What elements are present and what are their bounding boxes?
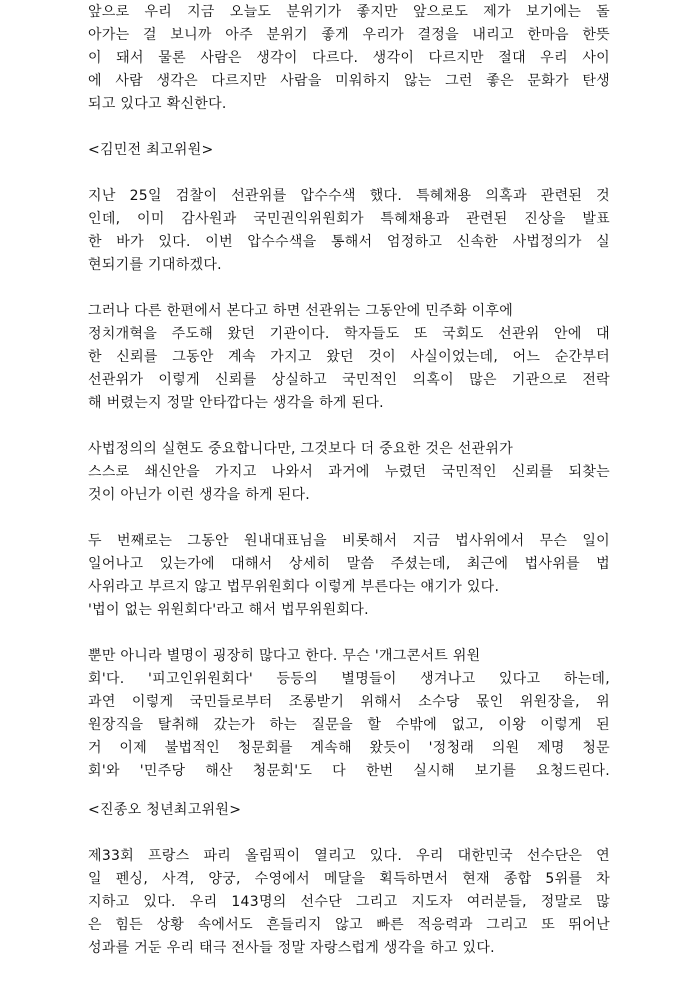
text-line: 해 버렸는지 정말 안타깝다는 생각을 하게 된다. (88, 395, 384, 411)
text-line: 되고 있다고 확신한다. (88, 96, 227, 112)
paragraph (88, 438, 610, 507)
text-line: 지난 25일 검찰이 선관위를 압수수색 했다. 특혜채용 의혹과 관련된 것 (88, 188, 610, 204)
text-line: 은 힘든 상황 속에서도 흔들리지 않고 빠른 적응력과 그리고 또 뛰어난 (88, 917, 610, 933)
text-line: 사위라고 부르지 않고 법무위원회다 이렇게 부른다는 얘기가 있다. (88, 579, 500, 595)
text-line: 뿐만 아니라 별명이 굉장히 많다고 한다. 무슨 '개그콘서트 위원 (88, 648, 481, 664)
text-line: 일 펜싱, 사격, 양궁, 수영에서 메달을 획득하면서 현재 종합 5위를 차 (88, 871, 610, 887)
text-line: 거 이제 불법적인 청문회를 계속해 왔듯이 '정청래 의원 제명 청문 (88, 740, 610, 756)
text-line: 정치개혁을 주도해 왔던 기관이다. 학자들도 또 국회도 선관위 안에 대 (88, 326, 610, 342)
text-line: 성과를 거둔 우리 태극 전사들 정말 자랑스럽게 생각을 하고 있다. (88, 940, 495, 956)
text-line: 그러나 다른 한편에서 본다고 하면 선관위는 그동안에 민주화 이후에 (88, 303, 514, 319)
paragraph (88, 645, 610, 783)
text-line: 제33회 프랑스 파리 올림픽이 열리고 있다. 우리 대한민국 선수단은 연 (88, 848, 610, 864)
text-line: 앞으로 우리 지금 오늘도 분위기가 좋지만 앞으로도 제가 보기에는 돌 (88, 4, 610, 20)
document-page (88, 0, 610, 960)
paragraph (88, 185, 610, 277)
text-line: 원장직을 탈취해 갔는가 하는 질문을 할 수밖에 없고, 이왕 이렇게 된 (88, 717, 610, 733)
speaker-heading: <진종오 청년최고위원> (88, 802, 242, 818)
text-line: 지하고 있다. 우리 143명의 선수단 그리고 지도자 여러분들, 정말로 많 (88, 894, 610, 910)
text-line: 이 돼서 물론 사람은 생각이 다르다. 생각이 다르지만 절대 우리 사이 (88, 50, 610, 66)
text-line: 사법정의의 실현도 중요합니다만, 그것보다 더 중요한 것은 선관위가 (88, 441, 514, 457)
text-line: 스스로 쇄신안을 가지고 나와서 과거에 누렸던 국민적인 신뢰를 되찾는 (88, 464, 610, 480)
text-line: 인데, 이미 감사원과 국민권익위원회가 특혜채용과 관련된 진상을 발표 (88, 211, 610, 227)
text-line: 현되기를 기대하겠다. (88, 257, 222, 273)
text-line: 회'다. '피고인위원회다' 등등의 별명들이 생겨나고 있다고 하는데, (88, 671, 610, 687)
text-line: 아가는 걸 보니까 아주 분위기 좋게 우리가 결정을 내리고 한마음 한뜻 (88, 27, 610, 43)
text-line: 것이 아닌가 이런 생각을 하게 된다. (88, 487, 311, 503)
text-line: 일어나고 있는가에 대해서 상세히 말씀 주셨는데, 최근에 법사위를 법 (88, 556, 610, 572)
paragraph (88, 1, 610, 116)
text-line: 에 사람 생각은 다르지만 사람을 미워하지 않는 그런 좋은 문화가 탄생 (88, 73, 610, 89)
text-line: 선관위가 이렇게 신뢰를 상실하고 국민적인 의혹이 많은 기관으로 전락 (88, 372, 610, 388)
paragraph (88, 530, 610, 622)
text-line: 한 바가 있다. 이번 압수수색을 통해서 엄정하고 신속한 사법정의가 실 (88, 234, 610, 250)
paragraph (88, 845, 610, 960)
paragraph (88, 300, 610, 415)
text-line: 한 신뢰를 그동안 계속 가지고 왔던 것이 사실이었는데, 어느 순간부터 (88, 349, 610, 365)
text-line: 회'와 '민주당 해산 청문회'도 다 한번 실시해 보기를 요청드린다. (88, 763, 610, 779)
speaker-heading: <김민전 최고위원> (88, 142, 214, 158)
text-line: '법이 없는 위원회다'라고 해서 법무위원회다. (88, 602, 369, 618)
text-line: 두 번째로는 그동안 원내대표님을 비롯해서 지금 법사위에서 무슨 일이 (88, 533, 610, 549)
text-line: 과연 이렇게 국민들로부터 조롱받기 위해서 소수당 몫인 위원장을, 위 (88, 694, 610, 710)
